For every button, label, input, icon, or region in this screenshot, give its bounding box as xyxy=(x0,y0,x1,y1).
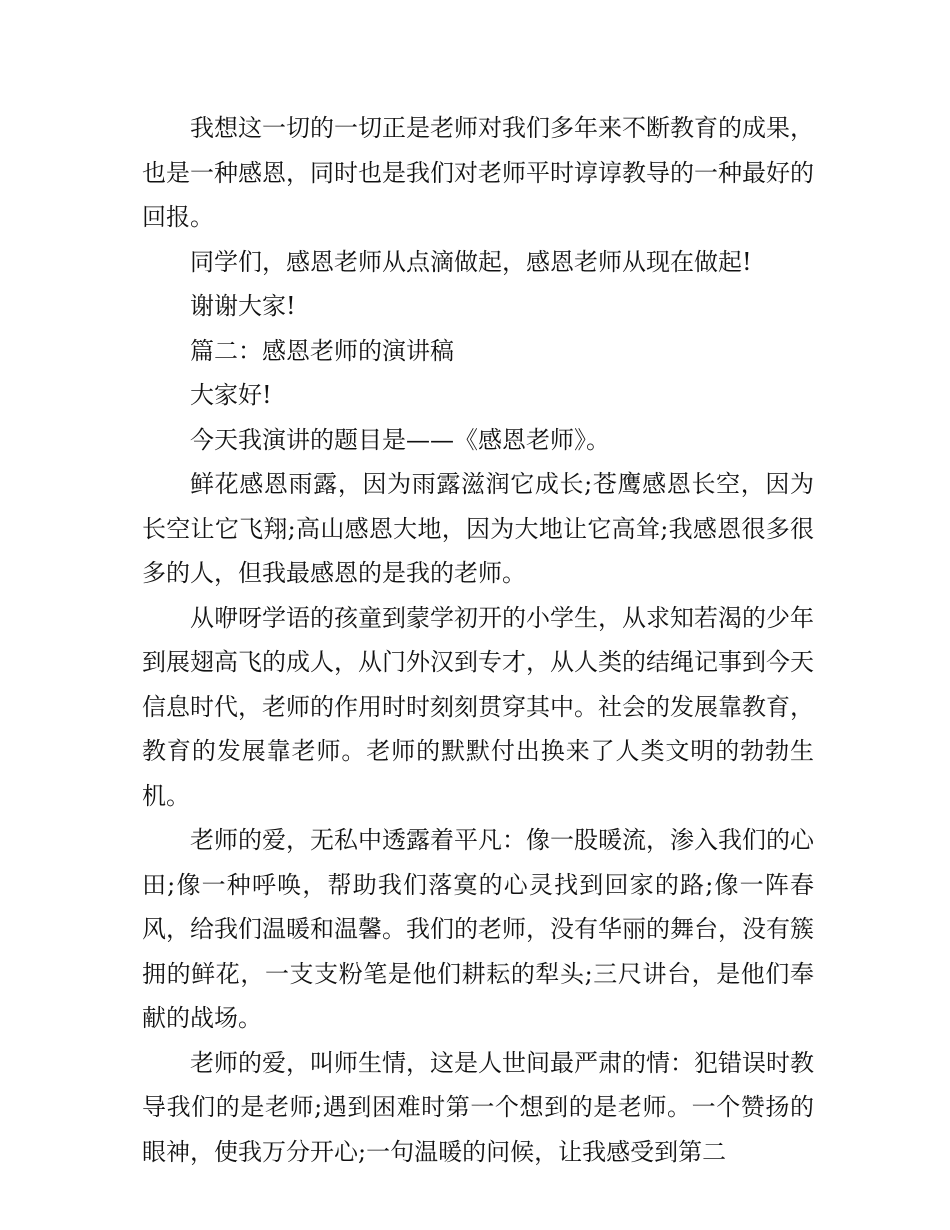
paragraph-2: 同学们，感恩老师从点滴做起，感恩老师从现在做起! xyxy=(190,247,752,276)
paragraph-1: 我想这一切的一切正是老师对我们多年来不断教育的成果，也是一种感恩，同时也是我们对老师平时谆谆教导的一种最好的回报。 xyxy=(142,114,814,231)
document-body xyxy=(142,106,814,1174)
section-heading: 篇二：感恩老师的演讲稿 xyxy=(190,336,454,365)
paragraph-10: 老师的爱，叫师生情，这是人世间最严肃的情：犯错误时教导我们的是老师;遇到困难时第一个想到的是老师。一个赞扬的眼神，使我万分开心;一句温暖的问候，让我感受到第二 xyxy=(142,1048,814,1166)
paragraph-topic: 今天我演讲的题目是——《感恩老师》。 xyxy=(190,425,610,454)
paragraph-7: 鲜花感恩雨露，因为雨露滋润它成长;苍鹰感恩长空，因为长空让它飞翔;高山感恩大地，因为大地让它高耸;我感恩很多很多的人，但我最感恩的是我的老师。 xyxy=(142,470,814,587)
paragraph-3: 谢谢大家! xyxy=(190,292,296,320)
paragraph-8: 从咿呀学语的孩童到蒙学初开的小学生，从求知若渴的少年到展翅高飞的成人，从门外汉到专才，从人类的结绳记事到今天信息时代，老师的作用时时刻刻贯穿其中。社会的发展靠教育，教育的发展靠老师。老师的默默付出换来了人类文明的勃勃生机。 xyxy=(142,603,814,810)
paragraph-greeting: 大家好! xyxy=(190,381,272,409)
paragraph-9: 老师的爱，无私中透露着平凡：像一股暖流，渗入我们的心田;像一种呼唤，帮助我们落寞的心灵找到回家的路;像一阵春风，给我们温暖和温馨。我们的老师，没有华丽的舞台，没有簇拥的鲜花，一支支粉笔是他们耕耘的犁头;三尺讲台，是他们奉献的战场。 xyxy=(142,826,814,1032)
